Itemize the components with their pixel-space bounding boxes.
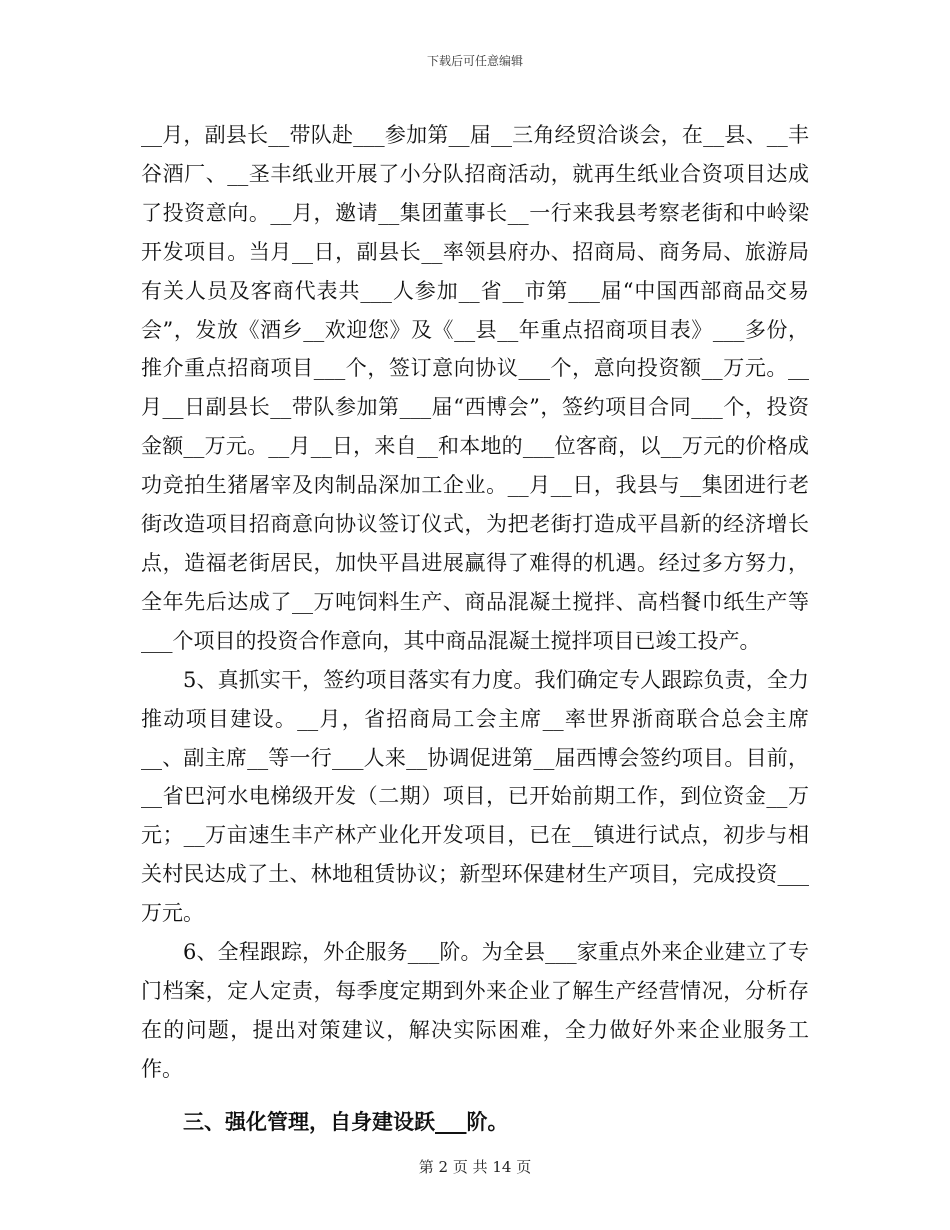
page-header: 下载后可任意编辑 — [426, 54, 523, 68]
paragraph-enterprise-service: 6、全程跟踪，外企服务___阶。为全县___家重点外来企业建立了专门档案，定人定责，每季度定期到外来企业了解生产经营情况，分析存在的问题，提出对策建议，解决实际困难，全力做好外来企业服务工作。 — [141, 940, 809, 1081]
page-number-footer: 第 2 页 共 14 页 — [418, 1158, 532, 1176]
document-body — [141, 116, 809, 1142]
section-heading-three: 三、强化管理，自身建设跃___阶。 — [183, 1109, 509, 1134]
paragraph-investment-activities: __月，副县长__带队赴___参加第__届__三角经贸洽谈会，在__县、__丰谷酒厂、__圣丰纸业开展了小分队招商活动，就再生纸业合资项目达成了投资意向。__月，邀请__集团董事长__一行来我县考察老街和中岭梁开发项目。当月__日，副县长__率领县府办、招商局、商务局、旅游局有关人员及客商代表共___人参加__省__市第___届“中国西部商品交易会”，发放《酒乡__欢迎您》及《__县__年重点招商项目表》___多份，推介重点招商项目___个，签订意向协议___个，意向投资额__万元。__月__日副县长__带队参加第___届“西博会”，签约项目合同___个，投资金额__万元。__月__日，来自__和本地的___位客商，以__万元的价格成功竞拍生猪屠宰及肉制品深加工企业。__月__日，我县与__集团进行老街改造项目招商意向协议签订仪式，为把老街打造成平昌新的经济增长点，造福老街居民，加快平昌进展赢得了难得的机遇。经过多方努力，全年先后达成了__万吨饲料生产、商品混凝土搅拌、高档餐巾纸生产等___个项目的投资合作意向，其中商品混凝土搅拌项目已竣工投产。 — [141, 123, 809, 653]
paragraph-project-implementation: 5、真抓实干，签约项目落实有力度。我们确定专人跟踪负责，全力推动项目建设。__月，省招商局工会主席__率世界浙商联合总会主席__、副主席__等一行___人来__协调促进第__届西博会签约项目。目前，__省巴河水电梯级开发（二期）项目，已开始前期工作，到位资金__万元；__万亩速生丰产林产业化开发项目，已在__镇进行试点，初步与相关村民达成了土、林地租赁协议；新型环保建材生产项目，完成投资___万元。 — [141, 667, 809, 926]
